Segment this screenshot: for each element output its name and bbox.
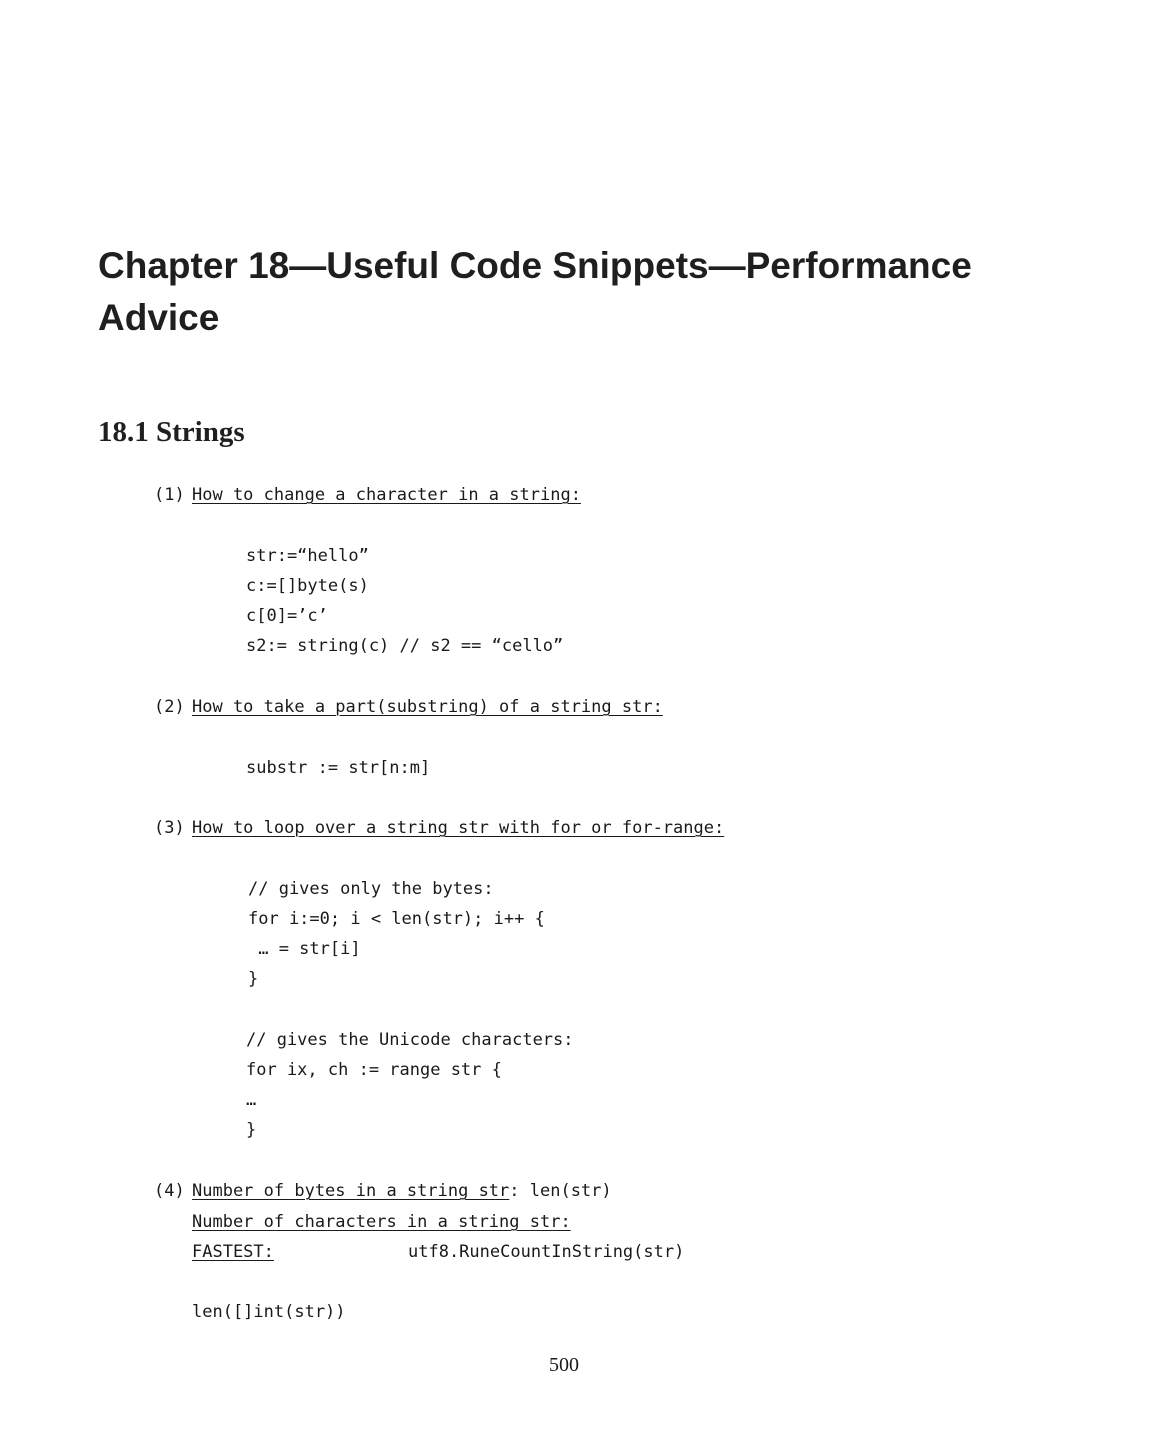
code-line: // gives only the bytes:	[248, 879, 494, 899]
code-line: …	[246, 1090, 257, 1110]
fastest-label: FASTEST:	[192, 1242, 274, 1262]
item-2-number: (2)	[154, 697, 185, 717]
item-4-number: (4)	[154, 1181, 185, 1201]
item-3-number: (3)	[154, 818, 185, 838]
section-heading: 18.1 Strings	[98, 416, 245, 448]
code-line: }	[246, 1120, 257, 1140]
code-line: c[0]=’c’	[246, 606, 328, 626]
chapter-title: Chapter 18—Useful Code Snippets—Performance Advice	[98, 245, 972, 338]
page-number: 500	[549, 1354, 579, 1376]
item-2-heading: How to take a part(substring) of a string str:	[192, 697, 663, 717]
bytes-value: : len(str)	[509, 1181, 612, 1201]
code-line: str:=“hello”	[246, 546, 369, 566]
code-line: }	[248, 969, 259, 989]
item-3-heading: How to loop over a string str with for or for-range:	[192, 818, 725, 838]
item-1-number: (1)	[154, 485, 185, 505]
code-line: substr := str[n:m]	[246, 758, 431, 778]
code-line: s2:= string(c) // s2 == “cello”	[246, 636, 564, 656]
code-line: … = str[i]	[248, 939, 361, 959]
code-line: for i:=0; i < len(str); i++ {	[248, 909, 545, 929]
fastest-value: utf8.RuneCountInString(str)	[408, 1242, 685, 1262]
code-line: for ix, ch := range str {	[246, 1060, 502, 1080]
item-1-heading: How to change a character in a string:	[192, 485, 581, 505]
chars-label: Number of characters in a string str:	[192, 1212, 571, 1232]
alt-value: len([]int(str))	[192, 1302, 346, 1322]
item-4-bytes-line	[192, 1180, 612, 1202]
code-line: // gives the Unicode characters:	[246, 1030, 574, 1050]
bytes-label: Number of bytes in a string str	[192, 1181, 510, 1201]
code-line: c:=[]byte(s)	[246, 576, 369, 596]
